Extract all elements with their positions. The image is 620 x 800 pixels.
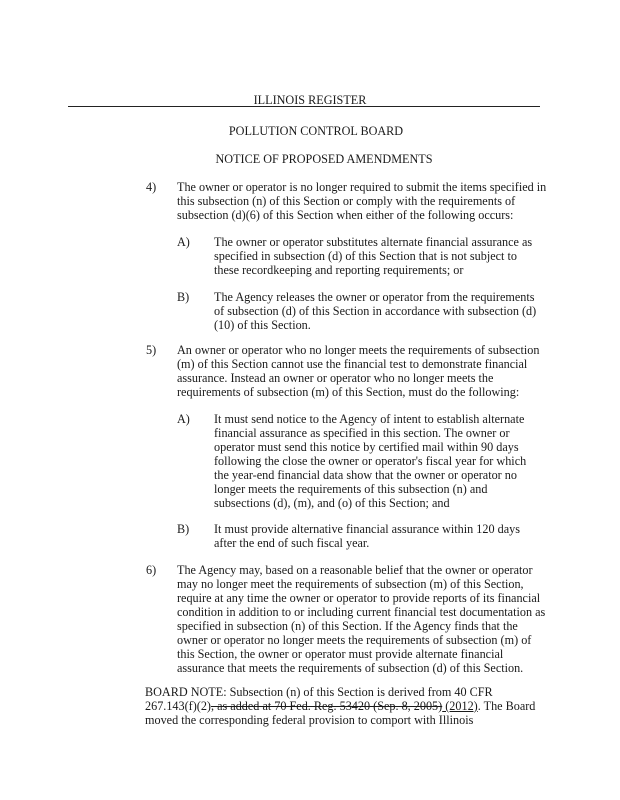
board-note-tail: . The Board moved the corresponding federal provision to comport with Illinois — [145, 699, 536, 727]
subitem-number: B) — [177, 522, 190, 536]
board-note — [145, 685, 547, 727]
board-note-struck-text: , as added at 70 Fed. Reg. 53420 (Sep. 8, 2005) — [211, 699, 443, 713]
item-text: The owner or operator is no longer required to submit the items specified in this subsection (n) of this Section or comply with the requirements of subsection (d)(6) of this Section when either of the following occurs: — [177, 180, 547, 222]
item-text: The Agency may, based on a reasonable belief that the owner or operator may no longer meet the requirements of subsection (m) of this Section, require at any time the owner or operator to provide reports of its financial condition in addition to or including current financial test documentation as specified in subsection (n) of this Section. If the Agency finds that the owner or operator no longer meets the requirements of subsection (m) of this Section, the owner or operator must provide alternate financial assurance that meets the requirements of subsection (d) of this Section. — [177, 563, 546, 675]
item-text: An owner or operator who no longer meets the requirements of subsection (m) of this Section cannot use the financial test to demonstrate financial assurance. Instead an owner or operator who no longer meets the requirements of subsection (m) of this Section, must do the following: — [177, 343, 540, 399]
subitem-number: A) — [177, 412, 190, 426]
subitem-text: It must provide alternative financial assurance within 120 days after the end of such fiscal year. — [214, 522, 520, 550]
subitem-text: The owner or operator substitutes alternate financial assurance as specified in subsection (d) of this Section that is not subject to these recordkeeping and reporting requirements; or — [214, 235, 533, 277]
subitem-number: A) — [177, 235, 190, 249]
register-title: ILLINOIS REGISTER — [253, 93, 367, 107]
board-note-inserted-text: (2012) — [442, 699, 478, 713]
header-rule — [68, 106, 540, 107]
item-number: 6) — [146, 563, 157, 577]
board-title: POLLUTION CONTROL BOARD — [228, 124, 404, 138]
subitem-text: It must send notice to the Agency of intent to establish alternate financial assurance as specified in this section. The owner or operator must send this notice by certified mail within 90 days following the close the owner or operator's fiscal year for which the year-end financial data show that the owner or operator no longer meets the requirements of this subsection (n) and subsections (d), (m), and (o) of this Section; and — [214, 412, 527, 510]
item-number: 4) — [146, 180, 157, 194]
notice-title: NOTICE OF PROPOSED AMENDMENTS — [215, 152, 433, 166]
subitem-text: The Agency releases the owner or operator from the requirements of subsection (d) of this Section in accordance with subsection (d)(10) of this Section. — [214, 290, 537, 332]
item-number: 5) — [146, 343, 157, 357]
board-note-lead: BOARD NOTE: Subsection (n) of this Section is derived from 40 CFR 267.143(f)(2) — [145, 685, 493, 713]
subitem-number: B) — [177, 290, 190, 304]
